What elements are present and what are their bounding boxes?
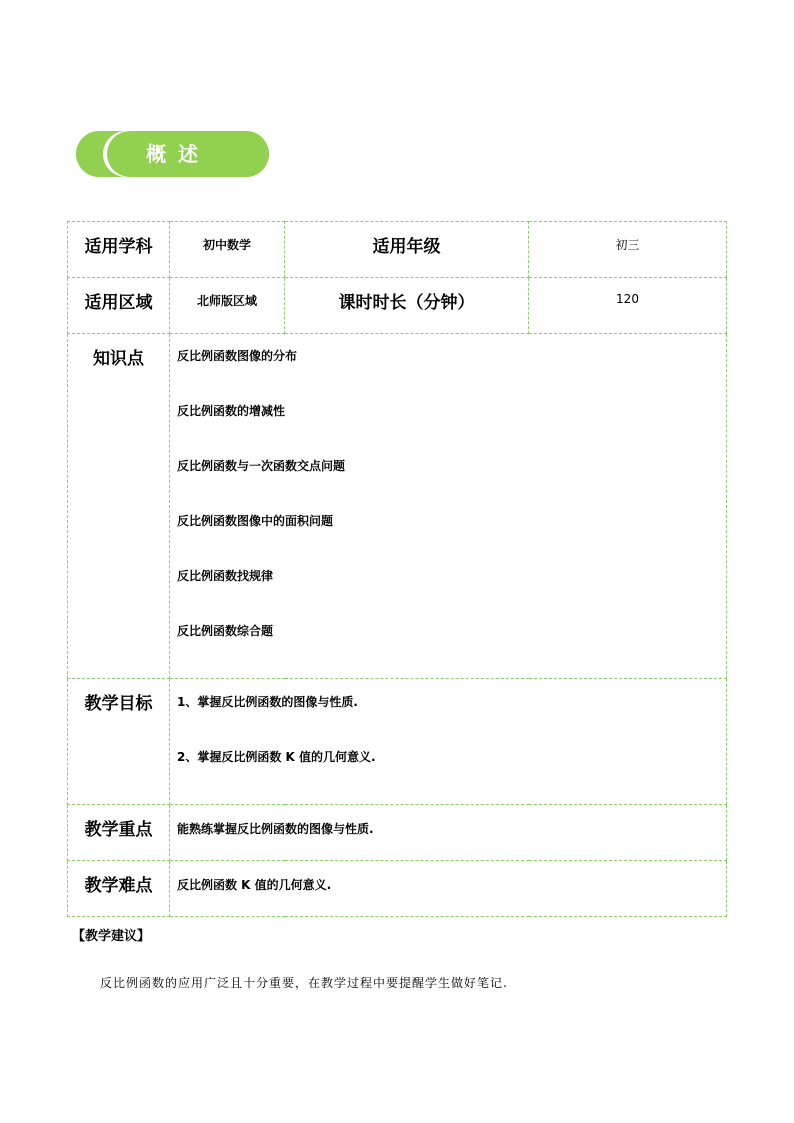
- list-item: 2、掌握反比例函数 K 值的几何意义.: [177, 750, 376, 764]
- grade-label: 适用年级: [285, 222, 529, 278]
- advice-text: 反比例函数的应用广泛且十分重要，在教学过程中要提醒学生做好笔记.: [100, 976, 508, 990]
- region-value: 北师版区域: [170, 278, 285, 334]
- knowledge-label: 知识点: [68, 334, 170, 679]
- knowledge-cell: [170, 334, 727, 679]
- list-item: 反比例函数图像中的面积问题: [177, 514, 334, 528]
- goals-cell: [170, 679, 727, 805]
- knowledge-list: [170, 348, 726, 678]
- duration-value: 120: [529, 278, 727, 334]
- row-goals: [68, 679, 727, 805]
- row-key-points: [68, 805, 727, 861]
- goals-list: [170, 694, 726, 804]
- key-points-value: 能熟练掌握反比例函数的图像与性质.: [170, 805, 727, 861]
- row-knowledge: [68, 334, 727, 679]
- advice-title: 【教学建议】: [72, 929, 151, 944]
- list-item: 反比例函数的增减性: [177, 404, 286, 418]
- subject-label: 适用学科: [68, 222, 170, 278]
- list-item: 反比例函数找规律: [177, 569, 274, 583]
- list-item: 反比例函数与一次函数交点问题: [177, 459, 346, 473]
- overview-table: [67, 221, 727, 917]
- goals-label: 教学目标: [68, 679, 170, 805]
- difficulties-value: 反比例函数 K 值的几何意义.: [170, 861, 727, 917]
- list-item: 反比例函数图像的分布: [177, 349, 298, 363]
- duration-label: 课时时长（分钟）: [285, 278, 529, 334]
- subject-value: 初中数学: [170, 222, 285, 278]
- section-title: 概述: [146, 142, 210, 166]
- key-points-label: 教学重点: [68, 805, 170, 861]
- difficulties-label: 教学难点: [68, 861, 170, 917]
- row-subject-grade: [68, 222, 727, 278]
- grade-value: 初三: [529, 222, 727, 278]
- list-item: 反比例函数综合题: [177, 624, 274, 638]
- region-label: 适用区域: [68, 278, 170, 334]
- list-item: 1、掌握反比例函数的图像与性质.: [177, 695, 358, 709]
- row-region-duration: [68, 278, 727, 334]
- row-difficulties: [68, 861, 727, 917]
